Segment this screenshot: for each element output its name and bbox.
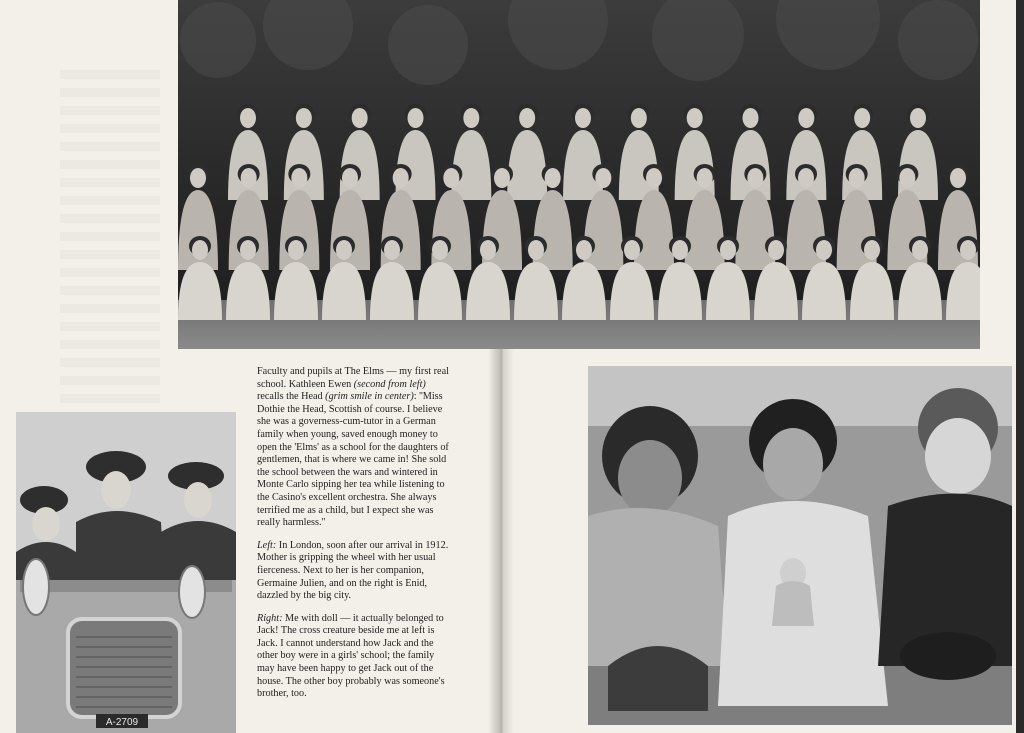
group-figure-face <box>950 168 966 188</box>
group-figure-face <box>743 108 759 128</box>
group-figure-face <box>288 240 304 260</box>
group-figure-face <box>443 168 459 188</box>
group-figure-face <box>624 240 640 260</box>
group-figure-face <box>864 240 880 260</box>
group-figure-face <box>480 240 496 260</box>
group-figure-face <box>646 168 662 188</box>
group-figure-face <box>240 240 256 260</box>
group-figure-face <box>720 240 736 260</box>
group-figure-face <box>960 240 976 260</box>
group-photo-faculty-and-pupils <box>178 0 980 349</box>
right-photo-caption: Right: Me with doll — it actually belonged to Jack! The cross creature beside me at left is Jack. I cannot understand how Jack and the other boy were in a girls' school; the family may have been happy to get Jack out of the house. The other boy probably was someone's brother, too. <box>257 612 445 700</box>
group-figure-face <box>192 240 208 260</box>
group-figure-face <box>336 240 352 260</box>
group-figure-face <box>747 168 763 188</box>
group-figure-face <box>494 168 510 188</box>
group-figure-face <box>519 108 535 128</box>
group-figure-face <box>672 240 688 260</box>
license-plate: A-2709 <box>105 717 139 728</box>
group-figure-face <box>899 168 915 188</box>
group-figure-face <box>393 168 409 188</box>
group-figure-face <box>768 240 784 260</box>
group-figure-face <box>352 108 368 128</box>
group-figure-face <box>912 240 928 260</box>
group-figure-face <box>545 168 561 188</box>
group-figure-face <box>576 240 592 260</box>
bleed-through-text <box>60 70 160 410</box>
left-photo-caption: Left: In London, soon after our arrival in 1912. Mother is gripping the wheel with her usual fierceness. Next to her is her companion, Germaine Julien, and on the right is Enid, dazzled by the big city. <box>257 539 449 602</box>
page-edge-shadow <box>1016 0 1024 733</box>
group-figure-face <box>697 168 713 188</box>
group-figure-face <box>798 108 814 128</box>
group-figure-face <box>631 108 647 128</box>
group-figure-face <box>342 168 358 188</box>
caption-column <box>257 366 453 711</box>
group-figure-face <box>463 108 479 128</box>
group-figure-face <box>408 108 424 128</box>
group-figure-face <box>528 240 544 260</box>
group-photo-caption: Faculty and pupils at The Elms — my first real school. Kathleen Ewen (second from left) recalls the Head (grim smile in center): ''Miss Dothie the Head, Scottish of course. I believe she was a governess-cum-tutor in a German family when young, saved enough money to open the 'Elms' as a school for the daughters of gentlemen, that is where we came in! She sold the school between the wars and wintered in Monte Carlo sipping her tea while listening to the Casino's excellent orchestra. She always terrified me as a child, but I expect she was really harmless.'' <box>257 366 449 529</box>
group-figure-face <box>241 168 257 188</box>
group-figure-face <box>240 108 256 128</box>
group-figure-face <box>190 168 206 188</box>
group-figure-face <box>816 240 832 260</box>
group-figure-face <box>849 168 865 188</box>
group-figure-face <box>296 108 312 128</box>
group-figure-face <box>575 108 591 128</box>
group-figure-face <box>432 240 448 260</box>
group-figure-face <box>595 168 611 188</box>
group-figure-face <box>798 168 814 188</box>
children-with-doll-photo <box>588 366 1012 725</box>
group-figure-face <box>854 108 870 128</box>
group-figure-face <box>687 108 703 128</box>
group-figure-face <box>384 240 400 260</box>
group-figure-face <box>910 108 926 128</box>
group-figure-face <box>291 168 307 188</box>
london-car-photo <box>16 412 236 733</box>
